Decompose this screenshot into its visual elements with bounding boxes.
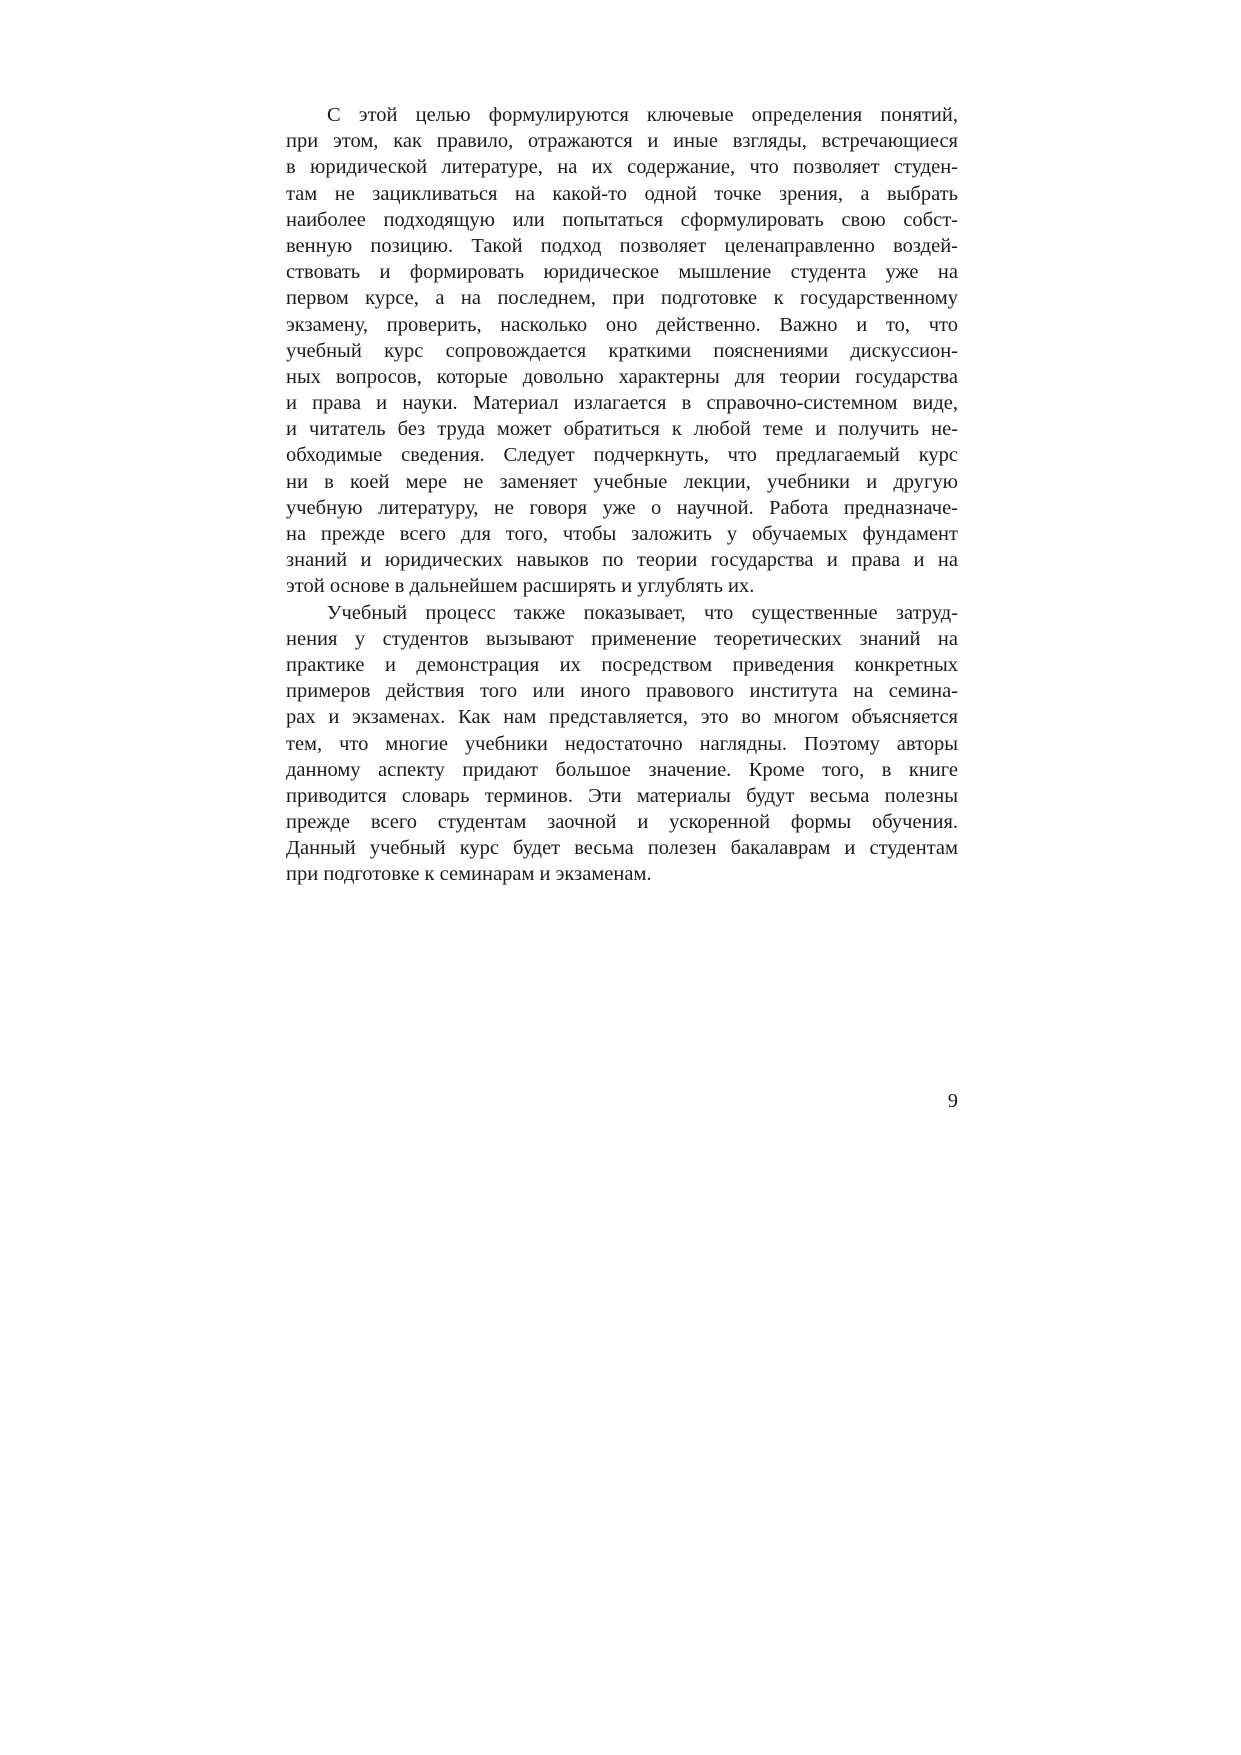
text-line: знаний и юридических навыков по теории государства и права и на [286,549,958,572]
text-line: этой основе в дальнейшем расширять и углублять их. [286,575,755,598]
text-line: прежде всего студентам заочной и ускоренной формы обучения. [286,811,958,834]
text-line: Данный учебный курс будет весьма полезен бакалаврам и студентам [286,837,958,860]
text-line: приводится словарь терминов. Эти материалы будут весьма полезны [286,784,958,807]
text-line: учебную литературу, не говоря уже о научной. Работа предназначе- [286,496,958,519]
text-line: наиболее подходящую или попытаться сформулировать свою собст- [286,208,958,231]
text-line: учебный курс сопровождается краткими пояснениями дискуссион- [286,339,958,362]
text-line: нения у студентов вызывают применение теоретических знаний на [286,627,958,650]
text-line: практике и демонстрация их посредством приведения конкретных [286,653,958,676]
text-line: и читатель без труда может обратиться к любой теме и получить не- [286,418,958,441]
text-line: там не зацикливаться на какой-то одной точке зрения, а выбрать [286,182,958,205]
body-text [286,102,958,888]
text-line: экзамену, проверить, насколько оно действенно. Важно и то, что [286,313,958,336]
text-line: примеров действия того или иного правового института на семина- [286,680,958,703]
paragraph-1 [286,102,958,600]
text-line: ствовать и формировать юридическое мышление студента уже на [286,261,958,284]
paragraph-2 [286,600,958,888]
text-line: данному аспекту придают большое значение. Кроме того, в книге [286,758,958,781]
text-line: ни в коей мере не заменяет учебные лекции, учебники и другую [286,470,958,493]
text-line: тем, что многие учебники недостаточно наглядны. Поэтому авторы [286,732,958,755]
page-number: 9 [947,1090,958,1112]
text-line: С этой целью формулируются ключевые определения понятий, [327,104,958,126]
text-line: ных вопросов, которые довольно характерны для теории государства [286,365,958,388]
text-line: при этом, как правило, отражаются и иные взгляды, встречающиеся [286,130,958,153]
text-line: венную позицию. Такой подход позволяет целенаправленно воздей- [286,234,958,257]
text-line: обходимые сведения. Следует подчеркнуть, что предлагаемый курс [286,444,958,467]
text-line: первом курсе, а на последнем, при подготовке к государственному [286,287,958,310]
text-line: и права и науки. Материал излагается в справочно-системном виде, [286,392,958,415]
text-line: Учебный процесс также показывает, что существенные затруд- [327,601,958,624]
text-line: в юридической литературе, на их содержание, что позволяет студен- [286,156,958,179]
text-line: рах и экзаменах. Как нам представляется, это во многом объясняется [286,706,958,729]
text-line: на прежде всего для того, чтобы заложить у обучаемых фундамент [286,523,958,545]
text-line: при подготовке к семинарам и экзаменам. [286,863,652,886]
